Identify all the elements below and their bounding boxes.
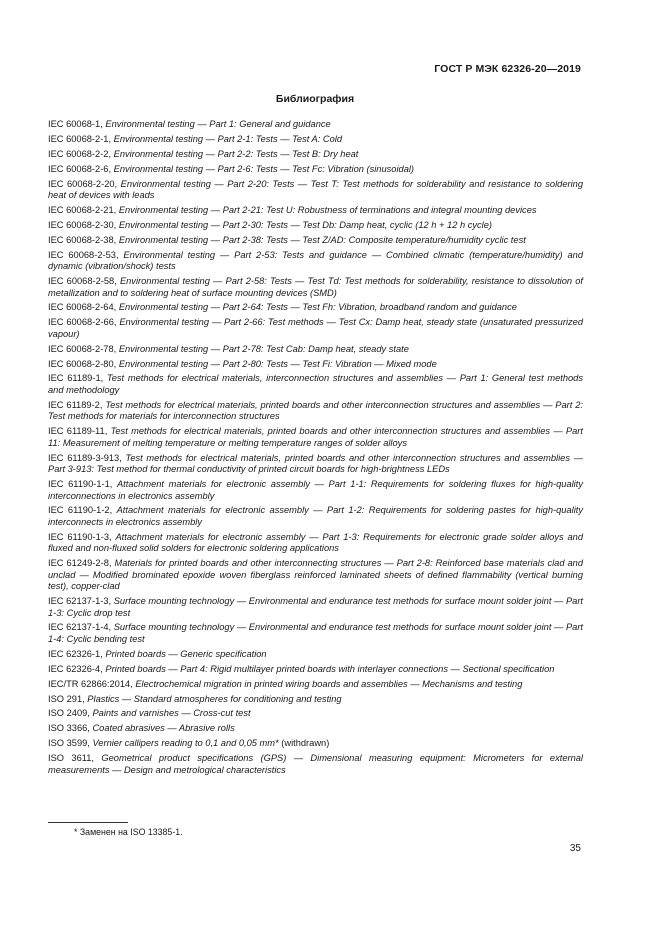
bibliography-entry: IEC 60068-2-64, Environmental testing — Part 2-64: Tests — Test Fh: Vibration, broadband random and guidance xyxy=(48,302,517,313)
reference-code: IEC 61189-3-913 xyxy=(48,452,120,463)
bibliography-entry: ISO 3366, Coated abrasives — Abrasive rolls xyxy=(48,723,235,734)
page-number: 35 xyxy=(569,843,581,854)
reference-code: ISO 291 xyxy=(48,693,83,704)
reference-title: Test methods for electrical materials, printed boards and other interconnection structures and assemblies — Part 3-913: Test method for thermal conductivity of printed circuit boards for high-brightness LEDs xyxy=(48,452,583,475)
bibliography-entry: ISO 3611, Geometrical product specifications (GPS) — Dimensional measuring equipment: Micrometers for external measurements — Design and metrological characteristics xyxy=(48,753,583,775)
bibliography-entry: IEC 60068-2-21, Environmental testing — Part 2-21: Test U: Robustness of terminations and integral mounting devices xyxy=(48,204,537,215)
reference-title: Environmental testing — Part 2-64: Tests — Test Fh: Vibration, broadband random and guidance xyxy=(118,302,517,313)
reference-title: Attachment materials for electronic assembly — Part 1-2: Requirements for soldering pastes for high-quality interconnects in electronics assembly xyxy=(48,505,583,527)
reference-code: IEC 60068-2-6 xyxy=(48,163,109,174)
reference-code: IEC 62326-1 xyxy=(48,648,101,659)
footnote: * Заменен на ISO 13385-1. xyxy=(74,827,183,837)
reference-title: Electrochemical migration in printed wiring boards and assemblies — Mechanisms and testing xyxy=(135,678,523,689)
document-code-header: ГОСТ Р МЭК 62326-20—2019 xyxy=(434,63,581,75)
reference-code: IEC 61190-1-1 xyxy=(48,479,110,490)
footnote-divider xyxy=(48,822,128,823)
bibliography-entry: IEC/TR 62866:2014, Electrochemical migration in printed wiring boards and assemblies — Mechanisms and testing xyxy=(48,678,523,689)
reference-title: Attachment materials for electronic assembly — Part 1-3: Requirements for electronic grade solder alloys and fluxed and non-fluxed solid solders for electronic soldering applications xyxy=(48,531,583,554)
bibliography-entry: IEC 62326-1, Printed boards — Generic specification xyxy=(48,648,267,659)
bibliography-entry: IEC 60068-2-66, Environmental testing — Part 2-66: Test methods — Test Cx: Damp heat, steady state (unsaturated pressurized vapour) xyxy=(48,317,584,339)
reference-title: Coated abrasives — Abrasive rolls xyxy=(92,723,235,734)
bibliography-entry: IEC 61190-1-3, Attachment materials for electronic assembly — Part 1-3: Requirements for electronic grade solder alloys and fluxed and non-fluxed solid solders for electronic soldering applications xyxy=(48,531,583,554)
reference-code: IEC 60068-2-30 xyxy=(48,219,114,230)
bibliography-entry: ISO 2409, Paints and varnishes — Cross-cut test xyxy=(48,708,251,719)
reference-title: Surface mounting technology — Environmental and endurance test methods for surface mount solder joint — Part 1-3: Cyclic drop test xyxy=(48,596,584,618)
reference-code: IEC 60068-2-1 xyxy=(48,133,109,144)
reference-title: Environmental testing — Part 2-30: Tests — Test Db: Damp heat, cyclic (12 h + 12 h cycle) xyxy=(118,219,492,230)
reference-title: Test methods for electrical materials, printed boards and other interconnection structures and assemblies — Part 2: Test methods for materials for interconnection structures xyxy=(48,399,583,422)
reference-title: Geometrical product specifications (GPS) — Dimensional measuring equipment: Micrometers for external measurements — Design and metrological characteristics xyxy=(48,753,583,775)
reference-title: Materials for printed boards and other interconnecting structures — Part 2-8: Reinforced base materials clad and unclad — Modified brominated epoxide woven fiberglass reinforced laminated sheets of defined flammability (vertical burning test), copper-clad xyxy=(48,558,584,592)
reference-code: IEC 60068-2-21 xyxy=(48,204,114,215)
bibliography-entry: IEC 62137-1-3, Surface mounting technology — Environmental and endurance test methods for surface mount solder joint — Part 1-3: Cyclic drop test xyxy=(48,596,584,618)
bibliography-title: Библиография xyxy=(275,93,355,105)
bibliography-entry: IEC 61189-11, Test methods for electrical materials, printed boards and other interconnection structures and assemblies — Part 11: Measurement of melting temperature or melting temperature ranges of solder alloys xyxy=(48,426,583,448)
reference-code: IEC 62137-1-3 xyxy=(48,596,109,607)
bibliography-entry: IEC 62326-4, Printed boards — Part 4: Rigid multilayer printed boards with interlayer connections — Sectional specification xyxy=(48,663,555,674)
bibliography-entry: IEC 60068-2-6, Environmental testing — Part 2-6: Tests — Test Fc: Vibration (sinusoidal) xyxy=(48,163,415,174)
bibliography-entry: IEC 61249-2-8, Materials for printed boards and other interconnecting structures — Part 2-8: Reinforced base materials clad and unclad — Modified brominated epoxide woven fiberglass reinforced laminated sheets of defined flammability (vertical burning test), copper-clad xyxy=(48,558,584,592)
reference-code: IEC 61249-2-8 xyxy=(48,558,109,569)
reference-code: IEC 60068-2-20 xyxy=(48,178,115,189)
reference-title: Environmental testing — Part 1: General and guidance xyxy=(105,119,331,129)
bibliography-entry: ISO 3599, Vernier callipers reading to 0,1 and 0,05 mm* (withdrawn) xyxy=(48,738,330,749)
reference-title: Environmental testing — Part 2-80: Tests — Test Fi: Vibration — Mixed mode xyxy=(118,358,437,369)
reference-code: ISO 3611 xyxy=(48,753,92,764)
bibliography-entry: IEC 62137-1-4, Surface mounting technology — Environmental and endurance test methods for surface mount solder joint — Part 1-4: Cyclic bending test xyxy=(48,622,584,644)
reference-title: Plastics — Standard atmospheres for conditioning and testing xyxy=(87,693,342,704)
reference-code: IEC 60068-1 xyxy=(48,119,101,129)
reference-code: IEC 60068-2-38 xyxy=(48,234,114,245)
reference-code: IEC 62326-4 xyxy=(48,663,101,674)
reference-code: IEC/TR 62866:2014 xyxy=(48,678,131,689)
reference-title: Test methods for electrical materials, interconnection structures and assemblies — Part 1: General test methods and methodology xyxy=(48,373,584,395)
reference-title: Printed boards — Part 4: Rigid multilayer printed boards with interlayer connections — Sectional specification xyxy=(105,663,555,674)
reference-title: Environmental testing — Part 2-38: Tests — Test Z/AD: Composite temperature/humidity cyclic test xyxy=(118,234,526,245)
reference-code: IEC 60068-2-64 xyxy=(48,302,114,313)
reference-title: Attachment materials for electronic assembly — Part 1-1: Requirements for soldering fluxes for high-quality interconnections in electronics assembly xyxy=(48,479,583,501)
reference-code: IEC 60068-2-58 xyxy=(48,276,115,287)
reference-code: ISO 3366 xyxy=(48,723,88,734)
reference-code: IEC 60068-2-53 xyxy=(48,249,116,260)
reference-code: ISO 2409 xyxy=(48,708,88,719)
reference-code: IEC 62137-1-4 xyxy=(48,622,109,633)
bibliography-entry: IEC 60068-1, Environmental testing — Part 1: General and guidance xyxy=(48,119,331,129)
bibliography-entry: IEC 60068-2-38, Environmental testing — Part 2-38: Tests — Test Z/AD: Composite temperature/humidity cyclic test xyxy=(48,234,526,245)
bibliography-entry: IEC 60068-2-78, Environmental testing — Part 2-78: Test Cab: Damp heat, steady state xyxy=(48,343,409,354)
reference-title: Vernier callipers reading to 0,1 and 0,05 mm* xyxy=(92,738,279,749)
reference-code: IEC 60068-2-2 xyxy=(48,148,109,159)
reference-title: Environmental testing — Part 2-66: Test methods — Test Cx: Damp heat, steady state (unsaturated pressurized vapour) xyxy=(48,317,584,339)
reference-code: IEC 60068-2-66 xyxy=(48,317,114,328)
reference-code: IEC 60068-2-80 xyxy=(48,358,114,369)
bibliography-entry: IEC 60068-2-53, Environmental testing — Part 2-53: Tests and guidance — Combined climatic (temperature/humidity) and dynamic (vibration/shock) tests xyxy=(48,249,584,272)
bibliography-entry: IEC 60068-2-80, Environmental testing — Part 2-80: Tests — Test Fi: Vibration — Mixed mode xyxy=(48,358,437,369)
reference-code: IEC 61189-1 xyxy=(48,373,101,384)
reference-title: Environmental testing — Part 2-1: Tests — Test A: Cold xyxy=(113,133,343,144)
bibliography-entry: IEC 61190-1-1, Attachment materials for electronic assembly — Part 1-1: Requirements for soldering fluxes for high-quality interconnections in electronics assembly xyxy=(48,479,583,501)
reference-title: Surface mounting technology — Environmental and endurance test methods for surface mount solder joint — Part 1-4: Cyclic bending test xyxy=(48,622,584,644)
bibliography-entry: ISO 291, Plastics — Standard atmospheres for conditioning and testing xyxy=(48,693,342,704)
bibliography-entry: IEC 60068-2-1, Environmental testing — Part 2-1: Tests — Test A: Cold xyxy=(48,133,343,144)
reference-title: Environmental testing — Part 2-21: Test U: Robustness of terminations and integral mounting devices xyxy=(118,204,537,215)
reference-title: Environmental testing — Part 2-20: Tests — Test T: Test methods for solderability and resistance to soldering heat of devices with leads xyxy=(48,178,583,201)
reference-title: Environmental testing — Part 2-6: Tests — Test Fc: Vibration (sinusoidal) xyxy=(113,163,415,174)
reference-title: Environmental testing — Part 2-58: Tests — Test Td: Test methods for solderability, resistance to dissolution of metallization and to soldering heat of surface mounting devices (SMD) xyxy=(48,276,583,298)
reference-title: Printed boards — Generic specification xyxy=(105,648,267,659)
bibliography-entry: IEC 60068-2-58, Environmental testing — Part 2-58: Tests — Test Td: Test methods for solderability, resistance to dissolution of metallization and to soldering heat of surface mounting devices (SMD) xyxy=(48,276,583,298)
reference-title: Paints and varnishes — Cross-cut test xyxy=(92,708,251,719)
reference-code: IEC 60068-2-78 xyxy=(48,343,114,354)
reference-title: Test methods for electrical materials, printed boards and other interconnection structures and assemblies — Part 11: Measurement of melting temperature or melting temperature ranges of solder alloys xyxy=(48,426,583,448)
reference-code: IEC 61190-1-3 xyxy=(48,531,110,542)
bibliography-entry: IEC 60068-2-2, Environmental testing — Part 2-2: Tests — Test B: Dry heat xyxy=(48,148,359,159)
bibliography-entry: IEC 60068-2-30, Environmental testing — Part 2-30: Tests — Test Db: Damp heat, cyclic (12 h + 12 h cycle) xyxy=(48,219,492,230)
reference-code: IEC 61190-1-2 xyxy=(48,505,110,516)
reference-title: Environmental testing — Part 2-78: Test Cab: Damp heat, steady state xyxy=(118,343,409,354)
bibliography-entry: IEC 61189-2, Test methods for electrical materials, printed boards and other interconnection structures and assemblies — Part 2: Test methods for materials for interconnection structures xyxy=(48,399,583,422)
reference-code: IEC 61189-11 xyxy=(48,426,105,437)
bibliography-list xyxy=(48,119,583,780)
reference-title: Environmental testing — Part 2-2: Tests — Test B: Dry heat xyxy=(113,148,359,159)
reference-note: (withdrawn) xyxy=(278,738,330,749)
bibliography-entry: IEC 61189-1, Test methods for electrical materials, interconnection structures and assemblies — Part 1: General test methods and methodology xyxy=(48,373,584,395)
reference-code: IEC 61189-2 xyxy=(48,399,100,410)
bibliography-entry: IEC 61190-1-2, Attachment materials for electronic assembly — Part 1-2: Requirements for soldering pastes for high-quality interconnects in electronics assembly xyxy=(48,505,583,527)
bibliography-entry: IEC 60068-2-20, Environmental testing — Part 2-20: Tests — Test T: Test methods for solderability and resistance to soldering heat of devices with leads xyxy=(48,178,583,201)
reference-title: Environmental testing — Part 2-53: Tests and guidance — Combined climatic (temperature/humidity) and dynamic (vibration/shock) tests xyxy=(48,249,584,272)
reference-code: ISO 3599 xyxy=(48,738,88,749)
bibliography-entry: IEC 61189-3-913, Test methods for electrical materials, printed boards and other interconnection structures and assemblies — Part 3-913: Test method for thermal conductivity of printed circuit boards for high-brightness LEDs xyxy=(48,452,583,475)
